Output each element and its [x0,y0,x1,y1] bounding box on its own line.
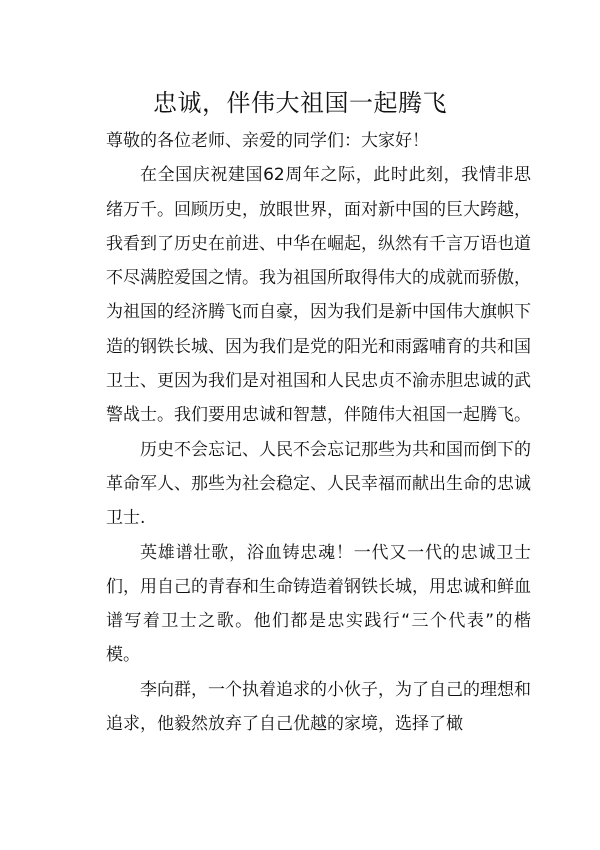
paragraph-4: 李向群，一个执着追求的小伙子，为了自己的理想和追求，他毅然放弃了自己优越的家境，选择了橄 [106,679,531,735]
paragraph-3: 英雄谱壮歌，浴血铸忠魂！一代又一代的忠诚卫士们，用自己的青春和生命铸造着钢铁长城，用忠诚和鲜血谱写着卫士之歌。他们都是忠实践行“三个代表”的楷模。 [106,542,531,666]
document-body [106,124,531,741]
paragraph-2: 历史不会忘记、人民不会忘记那些为共和国而倒下的革命军人、那些为社会稳定、人民幸福而献出生命的忠诚卫士. [106,439,531,529]
greeting-line: 尊敬的各位老师、亲爱的同学们：大家好！ [106,131,429,151]
paragraph-1: 在全国庆祝建国62周年之际，此时此刻，我情非思绪万千。回顾历史，放眼世界，面对新中国的巨大跨越，我看到了历史在前进、中华在崛起，纵然有千言万语也道不尽满腔爱国之情。我为祖国所取得伟大的成就而骄傲，为祖国的经济腾飞而自豪，因为我们是新中国伟大旗帜下造的钢铁长城、因为我们是党的阳光和雨露哺育的共和国卫士、更因为我们是对祖国和人民忠贞不渝赤胆忠诚的武警战士。我们要用忠诚和智慧，伴随伟大祖国一起腾飞。 [106,165,531,426]
document-title: 忠诚，伴伟大祖国一起腾飞 [153,89,447,117]
